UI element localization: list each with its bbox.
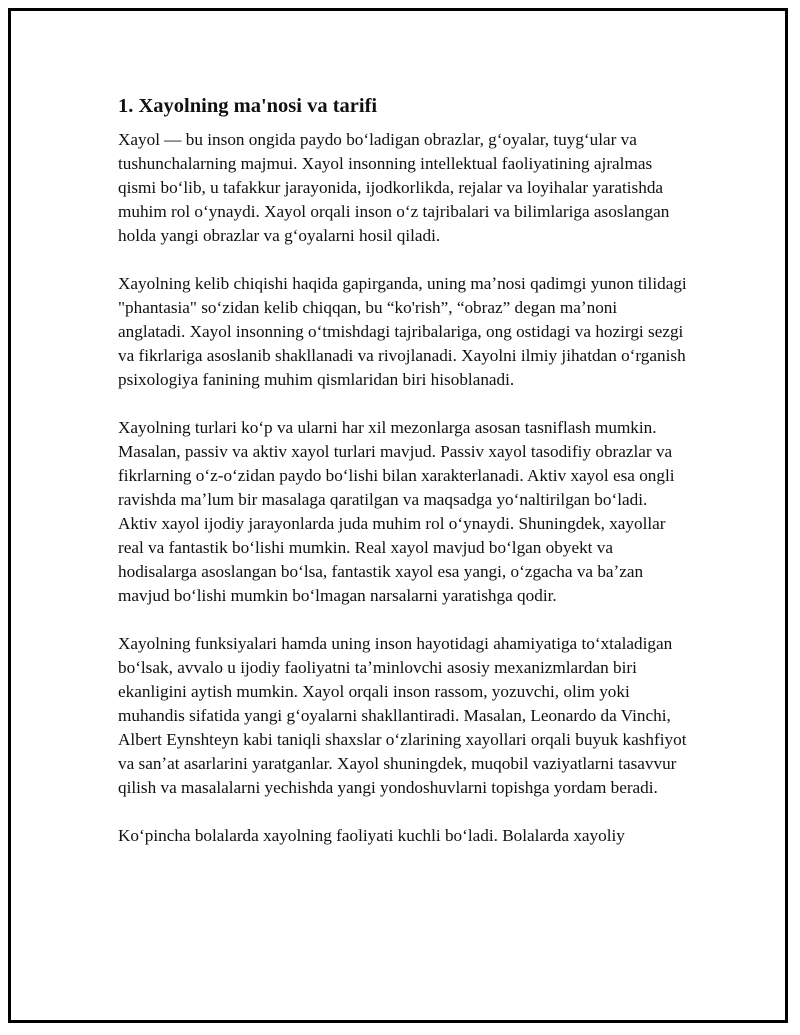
document-body bbox=[118, 92, 688, 848]
paragraph-types: Xayolning turlari koʻp va ularni har xil mezonlarga asosan tasniflash mumkin. Masalan, passiv va aktiv xayol turlari mavjud. Passiv xayol tasodifiy obrazlar va fikrlarning oʻz-oʻzidan paydo boʻlishi bilan xarakterlanadi. Aktiv xayol esa ongli ravishda maʼlum bir masalaga qaratilgan va maqsadga yoʻnaltirilgan boʻladi. Aktiv xayol ijodiy jarayonlarda juda muhim rol oʻynaydi. Shuningdek, xayollar real va fantastik boʻlishi mumkin. Real xayol mavjud boʻlgan obyekt va hodisalarga asoslangan boʻlsa, fantastik xayol esa yangi, oʻzgacha va baʼzan mavjud boʻlishi mumkin boʻlmagan narsalarni yaratishga qodir. bbox=[118, 418, 675, 605]
paragraph-functions: Xayolning funksiyalari hamda uning inson hayotidagi ahamiyatiga toʻxtaladigan boʻlsak, avvalo u ijodiy faoliyatni taʼminlovchi asosiy mexanizmlardan biri ekanligini aytish mumkin. Xayol orqali inson rassom, yozuvchi, olim yoki muhandis sifatida yangi gʻoyalarni shakllantiradi. Masalan, Leonardo da Vinchi, Albert Eynshteyn kabi taniqli shaxslar oʻzlarining xayollari orqali buyuk kashfiyot va sanʼat asarlarini yaratganlar. Xayol shuningdek, muqobil vaziyatlarni tasavvur qilish va masalalarni yechishda yangi yondoshuvlarni topishga yordam beradi. bbox=[118, 634, 687, 797]
paragraph-children: Koʻpincha bolalarda xayolning faoliyati kuchli boʻladi. Bolalarda xayoliy bbox=[118, 826, 625, 845]
paragraph-origin: Xayolning kelib chiqishi haqida gapirganda, uning maʼnosi qadimgi yunon tilidagi "phantasia" soʻzidan kelib chiqqan, bu “ko'rish”, “obraz” degan maʼnoni anglatadi. Xayol insonning oʻtmishdagi tajribalariga, ong ostidagi va hozirgi sezgi va fikrlariga asoslanib shakllanadi va rivojlanadi. Xayolni ilmiy jihatdan oʻrganish psixologiya fanining muhim qismlaridan biri hisoblanadi. bbox=[118, 274, 687, 389]
paragraph-definition: Xayol — bu inson ongida paydo boʻladigan obrazlar, gʻoyalar, tuygʻular va tushunchalarning majmui. Xayol insonning intellektual faoliyatining ajralmas qismi boʻlib, u tafakkur jarayonida, ijodkorlikda, rejalar va loyihalar yaratishda muhim rol oʻynaydi. Xayol orqali inson oʻz tajribalari va bilimlariga asoslangan holda yangi obrazlar va gʻoyalarni hosil qiladi. bbox=[118, 130, 670, 245]
section-heading: 1. Xayolning ma'nosi va tarifi bbox=[118, 95, 378, 117]
